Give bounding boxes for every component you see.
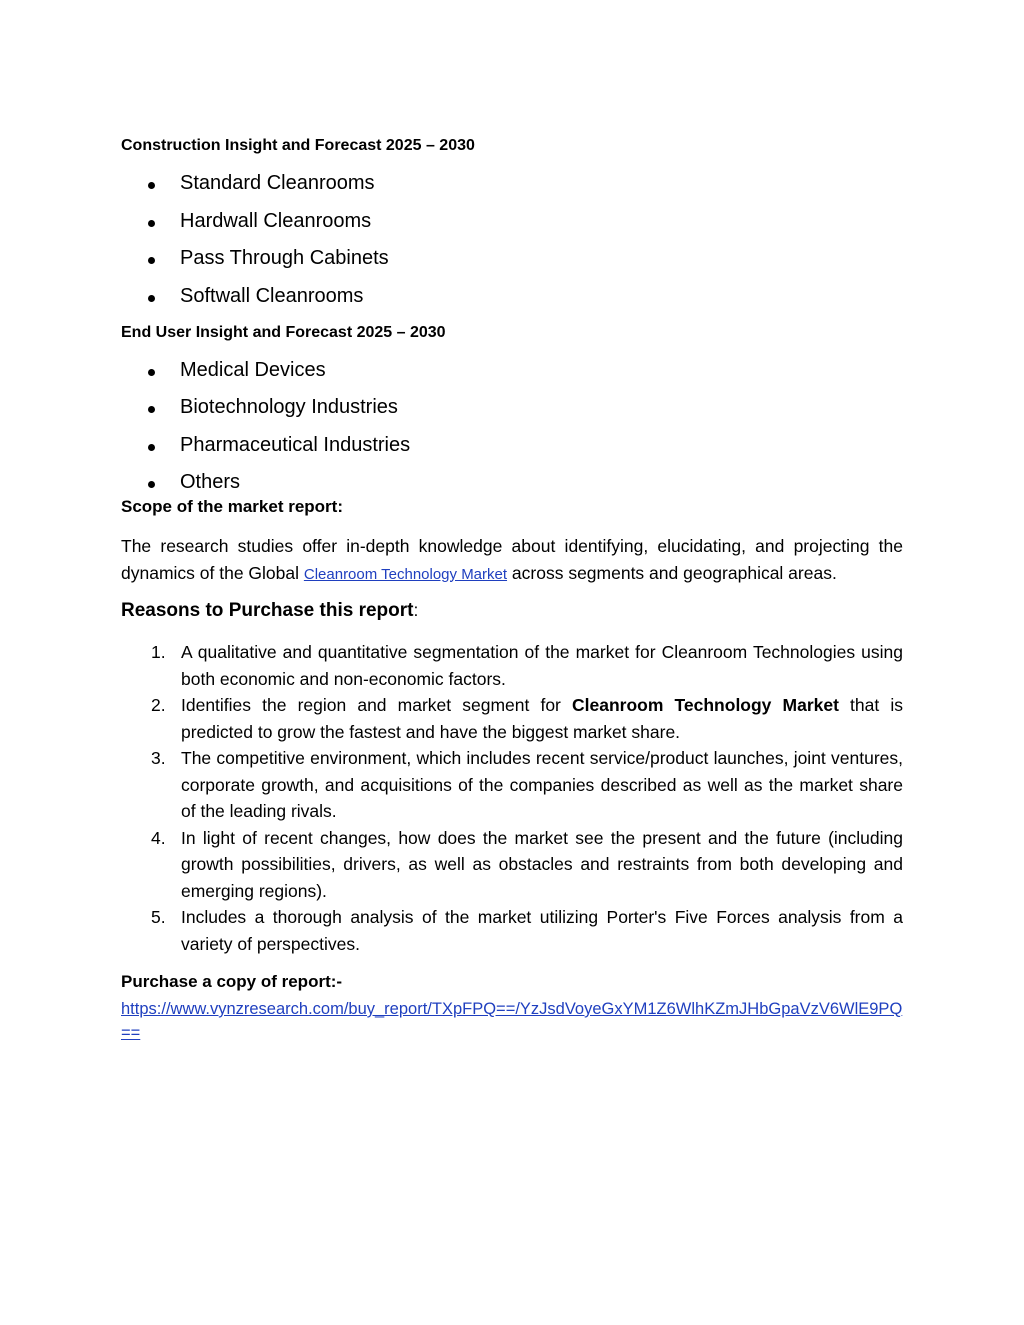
list-item — [121, 692, 903, 745]
list-item-text: A qualitative and quantitative segmentation of the market for Cleanroom Technologies using both economic and non-economic factors. — [181, 642, 903, 689]
reasons-list — [121, 639, 903, 957]
bullet-icon — [148, 295, 155, 302]
list-item-label: Hardwall Cleanrooms — [180, 210, 372, 232]
purchase-link[interactable]: https://www.vynzresearch.com/buy_report/TXpFPQ==/YzJsdVoyeGxYM1Z6WlhKZmJHbGpaVzV6WlE9PQ== — [121, 1000, 903, 1042]
list-item-label: Softwall Cleanrooms — [180, 285, 364, 307]
construction-heading: Construction Insight and Forecast 2025 – 2030 — [121, 137, 475, 154]
list-item — [121, 639, 903, 692]
list-item-label: Standard Cleanrooms — [180, 172, 375, 194]
reasons-title-line — [121, 600, 418, 622]
list-item-number: 1. — [151, 642, 166, 662]
purchase-title: Purchase a copy of report:- — [121, 972, 343, 991]
reasons-title-colon: : — [413, 600, 419, 620]
list-item — [121, 904, 903, 957]
bullet-icon — [148, 369, 155, 376]
scope-title: Scope of the market report: — [121, 497, 343, 516]
list-item-label: Pharmaceutical Industries — [180, 434, 411, 456]
list-item-number: 5. — [151, 907, 166, 927]
list-item-label: Biotechnology Industries — [180, 396, 398, 418]
bullet-icon — [148, 444, 155, 451]
list-item-label: Others — [180, 471, 241, 493]
cleanroom-market-link[interactable]: Cleanroom Technology Market — [303, 565, 508, 583]
bullet-icon — [148, 220, 155, 227]
bullet-icon — [148, 182, 155, 189]
list-item-text-after: that is predicted to grow the fastest and have the biggest market share. — [181, 695, 903, 742]
list-item-number: 2. — [151, 695, 166, 715]
list-item-text: Includes a thorough analysis of the market utilizing Porter's Five Forces analysis from a variety of perspectives. — [181, 907, 903, 954]
list-item-label: Medical Devices — [180, 359, 326, 381]
scope-paragraph — [121, 533, 903, 588]
list-item — [121, 745, 903, 825]
list-item-label: Pass Through Cabinets — [180, 247, 389, 269]
scope-text-before: The research studies offer in-depth knowledge about identifying, elucidating, and projecting the dynamics of the Global — [121, 536, 903, 583]
reasons-title: Reasons to Purchase this report — [121, 600, 414, 621]
bullet-icon — [148, 406, 155, 413]
bullet-icon — [148, 481, 155, 488]
list-item-text: Identifies the region and market segment for — [181, 695, 572, 715]
list-item-bold: Cleanroom Technology Market — [572, 695, 839, 715]
end-user-heading: End User Insight and Forecast 2025 – 2030 — [121, 324, 446, 341]
list-item-number: 4. — [151, 827, 166, 848]
scope-text-after: across segments and geographical areas. — [507, 562, 837, 583]
list-item-text: The competitive environment, which includes recent service/product launches, joint ventures, corporate growth, and acquisitions of the companies described as well as the market share of the leading rivals. — [181, 748, 903, 821]
list-item-text: In light of recent changes, how does the market see the present and the future (including growth possibilities, drivers, as well as obstacles and restraints from both developing and emerging regions). — [181, 827, 903, 901]
list-item — [121, 825, 903, 905]
list-item-number: 3. — [151, 748, 166, 768]
bullet-icon — [148, 257, 155, 264]
